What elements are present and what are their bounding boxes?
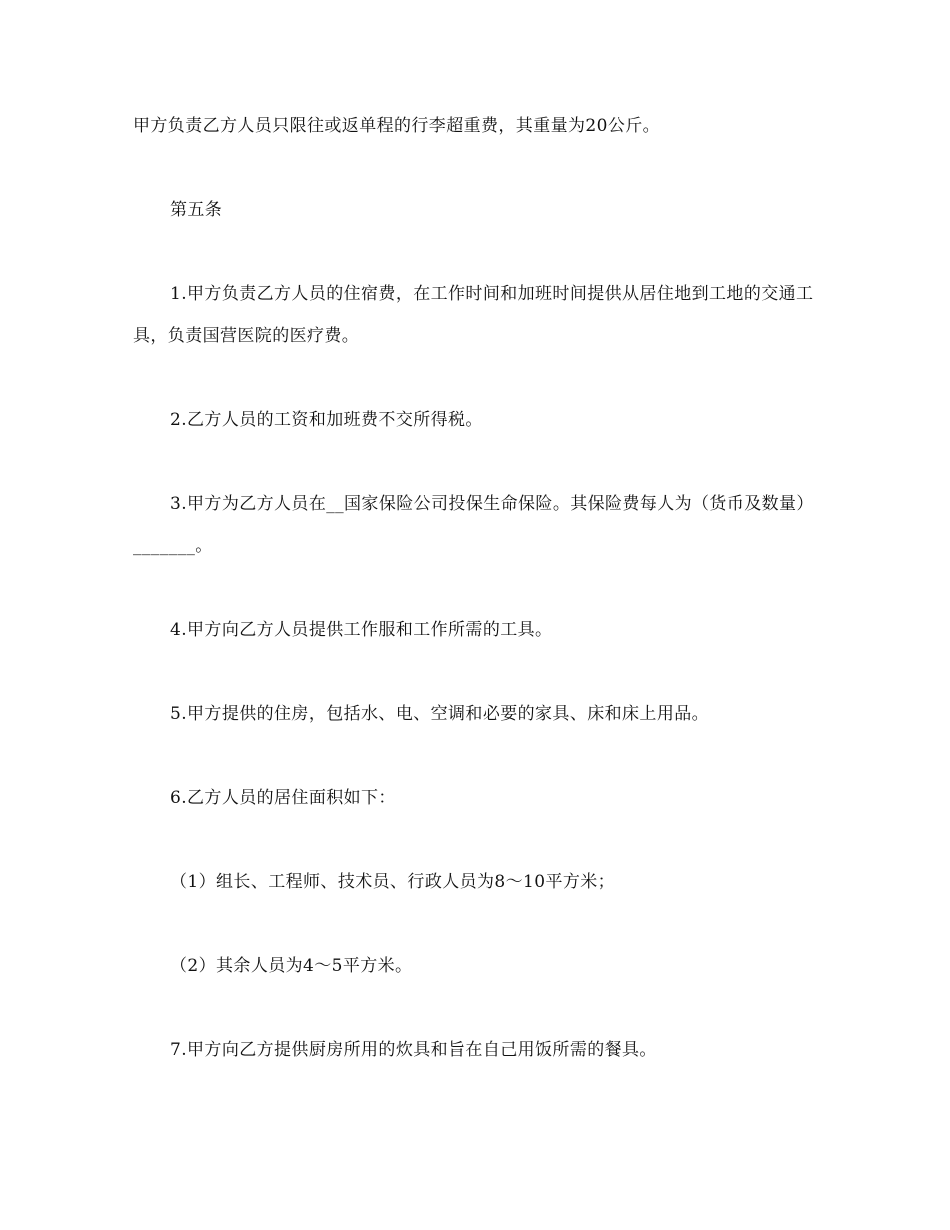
clause-4-workwear: 4.甲方向乙方人员提供工作服和工作所需的工具。 <box>170 620 553 640</box>
clause-5-housing: 5.甲方提供的住房，包括水、电、空调和必要的家具、床和床上用品。 <box>170 704 710 724</box>
sub-item-1-staff-area: （1）组长、工程师、技术员、行政人员为8～10平方米； <box>170 872 616 892</box>
clause-7-kitchenware: 7.甲方向乙方提供厨房所用的炊具和旨在自己用饭所需的餐具。 <box>170 1040 657 1060</box>
clause-3-insurance: 3.甲方为乙方人员在__国家保险公司投保生命保险。其保险费每人为（货币及数量）_______。 <box>133 494 814 556</box>
paragraph-baggage-fee: 甲方负责乙方人员只限往或返单程的行李超重费，其重量为20公斤。 <box>133 116 661 136</box>
clause-2-tax: 2.乙方人员的工资和加班费不交所得税。 <box>170 410 483 430</box>
clause-6-living-area: 6.乙方人员的居住面积如下： <box>170 788 396 808</box>
clause-1-accommodation: 1.甲方负责乙方人员的住宿费，在工作时间和加班时间提供从居住地到工地的交通工具，负责国营医院的医疗费。 <box>133 284 814 346</box>
article-heading: 第五条 <box>170 200 223 220</box>
sub-item-2-others-area: （2）其余人员为4～5平方米。 <box>170 956 413 976</box>
